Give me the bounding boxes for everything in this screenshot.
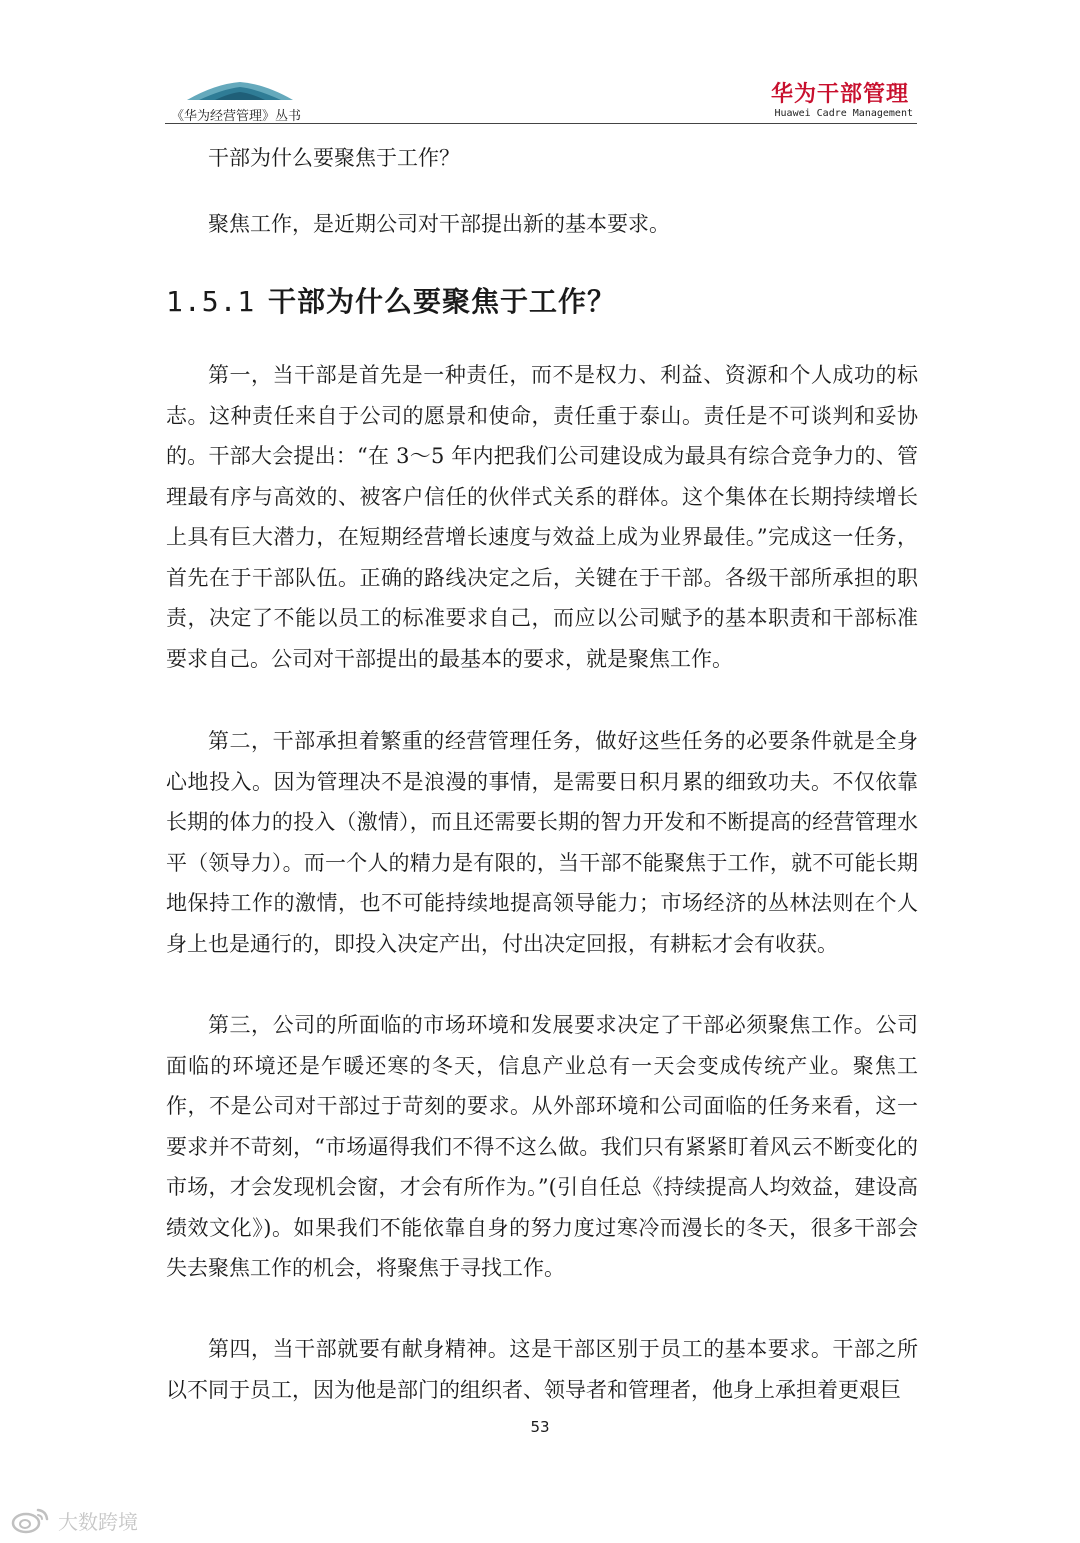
paragraph-2: 第二，干部承担着繁重的经营管理任务，做好这些任务的必要条件就是全身心地投入。因为管理决不是浪漫的事情，是需要日积月累的细致功夫。不仅依靠长期的体力的投入（激情），而且还需要长期的智力开发和不断提高的经营管理水平（领导力）。而一个人的精力是有限的，当干部不能聚焦于工作，就不可能长期地保持工作的激情，也不可能持续地提高领导能力；市场经济的丛林法则在个人身上也是通行的，即投入决定产出，付出决定回报，有耕耘才会有收获。 xyxy=(166,729,918,956)
brand-title-en: Huawei Cadre Management xyxy=(774,108,913,119)
paragraph-1: 第一，当干部是首先是一种责任，而不是权力、利益、资源和个人成功的标志。这种责任来自于公司的愿景和使命，责任重于泰山。责任是不可谈判和妥协的。干部大会提出：“在 3～5 年内把我们公司建设成为最具有综合竞争力的、管理最有序与高效的、被客户信任的伙伴式关系的群体。这个集体在长期持续增长上具有巨大潜力，在短期经营增长速度与效益上成为业界最佳。”完成这一任务，首先在于干部队伍。正确的路线决定之后，关键在于干部。各级干部所承担的职责，决定了不能以员工的标准要求自己，而应以公司赋予的基本职责和干部标准要求自己。公司对干部提出的最基本的要求，就是聚焦工作。 xyxy=(166,363,918,671)
brand-title-cn: 华为干部管理 xyxy=(770,82,909,107)
intro-question: 干部为什么要聚焦于工作？ xyxy=(208,146,460,170)
page-number: 53 xyxy=(530,1418,550,1436)
section-number: 1.5.1 xyxy=(166,285,256,318)
section-title: 干部为什么要聚焦于工作？ xyxy=(268,285,617,318)
mountain-logo-icon xyxy=(185,80,295,104)
header-divider xyxy=(165,123,917,124)
section-heading xyxy=(166,280,616,320)
series-title: 《华为经营管理》丛书 xyxy=(171,109,302,124)
page-header xyxy=(165,75,917,125)
watermark xyxy=(10,1505,138,1535)
intro-statement: 聚焦工作，是近期公司对干部提出新的基本要求。 xyxy=(208,212,670,236)
weibo-logo-icon xyxy=(10,1506,52,1534)
paragraph-3: 第三，公司的所面临的市场环境和发展要求决定了干部必须聚焦工作。公司面临的环境还是乍暖还寒的冬天，信息产业总有一天会变成传统产业。聚焦工作，不是公司对干部过于苛刻的要求。从外部环境和公司面临的任务来看，这一要求并不苛刻，“市场逼得我们不得不这么做。我们只有紧紧盯着风云不断变化的市场，才会发现机会窗，才会有所作为。”(引自任总《持续提高人均效益，建设高绩效文化》)。如果我们不能依靠自身的努力度过寒冷而漫长的冬天，很多干部会失去聚焦工作的机会，将聚焦于寻找工作。 xyxy=(166,1013,918,1280)
watermark-text: 大数跨境 xyxy=(58,1509,138,1534)
paragraph-4: 第四，当干部就要有献身精神。这是干部区别于员工的基本要求。干部之所以不同于员工，因为他是部门的组织者、领导者和管理者，他身上承担着更艰巨 xyxy=(166,1337,918,1402)
